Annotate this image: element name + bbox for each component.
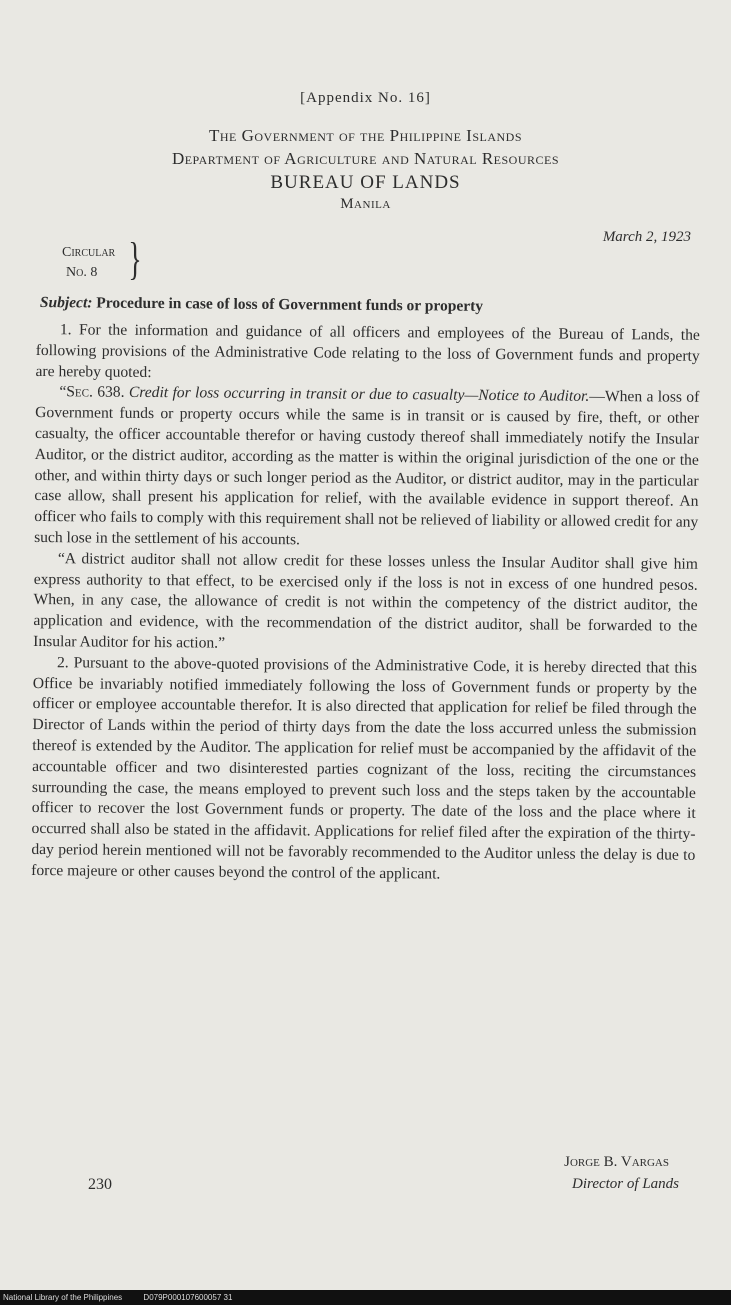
circular-number: No. 8 bbox=[66, 265, 98, 280]
section-number: “Sec. 638. bbox=[59, 383, 125, 402]
paragraph-district-auditor: “A district auditor shall not allow credit for these losses unless the Insular Auditor shall give him express authority to that effect, to be exercised only if the loss is not in excess of one hundred pesos. When, in any case, the allowance of credit is not within the competency of the district auditor, the application and evidence, with the recommendation of the district auditor, shall be forwarded to the Insular Auditor for his action.” bbox=[33, 549, 698, 652]
signatory-name: Jorge B. Vargas bbox=[564, 1154, 669, 1170]
bracket-decoration: } bbox=[128, 233, 142, 284]
paragraph-2: 2. Pursuant to the above-quoted provisions of the Administrative Code, it is hereby directed that this Office be invariably notified immediately following the loss of Government funds or property by the officer or employee accountable therefor. It is also directed that application for relief be filed through the Director of Lands within the period of thirty days from the date the loss accurred unless the submission thereof is extended by the Auditor. The application for relief must be accompanied by the affidavit of the accountable officer and two disinterested parties cognizant of the loss, reciting the circumstances surrounding the case, the means employed to prevent such loss and the steps taken by the accountable officer to recover the lost Government funds or property. The date of the loss and the place where it occurred shall also be stated in the affidavit. Applications for relief filed after the expiration of the thirty-day period herein mentioned will not be favorably recommended to the Auditor unless the delay is due to force majeure or other causes beyond the control of the applicant. bbox=[31, 653, 698, 883]
section-title: Credit for loss occurring in transit or due to casualty—Notice to Auditor. bbox=[128, 384, 590, 406]
circular-date: March 2, 1923 bbox=[602, 229, 691, 245]
bureau-heading: BUREAU OF LANDS bbox=[270, 172, 461, 193]
government-heading: The Government of the Philippine Islands bbox=[208, 126, 523, 145]
signatory-title: Director of Lands bbox=[572, 1176, 679, 1192]
subject-label: Subject: bbox=[39, 294, 93, 312]
section-text: —When a loss of Government funds or property occurs while the same is in transit or is caused by fire, theft, or other casualty, the officer accountable therefor or having custody thereof shall immediately notify the Insular Auditor, or the district auditor, according as the matter is within the original jurisdiction of the one or the other, and within thirty days or such longer period as the Auditor, or district auditor, may in the particular case allow, shall present his application for relief, with the available evidence in support thereof. An officer who fails to comply with this requirement shall not be relieved of liability or allowed credit for any such lose in the settlement of his accounts. bbox=[34, 388, 700, 549]
circular-label: Circular bbox=[62, 245, 116, 260]
signature-block bbox=[564, 1151, 679, 1195]
city-heading: Manila bbox=[340, 196, 391, 212]
scan-footer bbox=[0, 1290, 731, 1305]
page-number: 230 bbox=[88, 1176, 112, 1193]
footer-library: National Library of the Philippines bbox=[3, 1293, 123, 1302]
paragraph-1: 1. For the information and guidance of all officers and employees of the Bureau of Lands, the following provisions of the Administrative Code relating to the loss of Government funds and property are hereby quoted: bbox=[35, 321, 700, 381]
circular-block bbox=[62, 243, 115, 283]
department-heading: Department of Agriculture and Natural Resources bbox=[171, 149, 560, 168]
footer-id: D079P000107600057 31 bbox=[143, 1293, 233, 1302]
circular-body bbox=[31, 320, 700, 887]
subject-line bbox=[40, 294, 700, 318]
paragraph-section-638 bbox=[34, 382, 699, 554]
appendix-label: [Appendix No. 16] bbox=[300, 90, 431, 106]
subject-text: Procedure in case of loss of Government funds or property bbox=[96, 294, 484, 315]
